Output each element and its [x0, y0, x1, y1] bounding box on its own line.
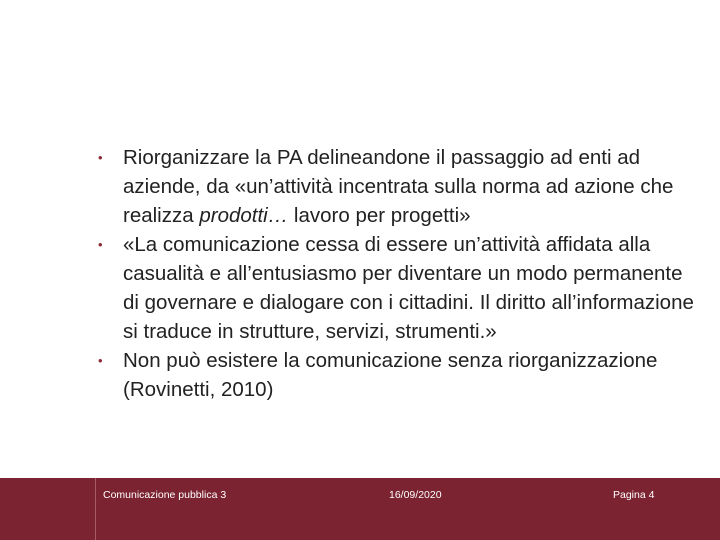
bullet-list [98, 143, 698, 404]
bullet-text-continued: lavoro per progetti» [288, 204, 471, 227]
footer-page-number: Pagina 4 [613, 489, 655, 501]
bullet-marker: • [98, 150, 103, 165]
bullet-item [98, 143, 698, 230]
bullet-text: Non può esistere la comunicazione senza riorganizzazione (Rovinetti, 2010) [123, 349, 658, 401]
bullet-text: «La comunicazione cessa di essere un’attività affidata alla casualità e all’entusiasmo per diventare un modo permanente di governare e dialogare con i cittadini. Il diritto all’informazione si traduce in strutture, servizi, strumenti.» [123, 233, 694, 343]
bullet-item [98, 230, 698, 346]
bullet-item [98, 346, 698, 404]
footer-panel [95, 478, 698, 540]
footer-date: 16/09/2020 [389, 489, 442, 501]
bullet-marker: • [98, 353, 103, 368]
footer-course-title: Comunicazione pubblica 3 [103, 489, 227, 501]
bullet-marker: • [98, 237, 103, 252]
bullet-text: Riorganizzare la PA delineandone il passaggio ad enti ad aziende, da «un’attività incentrata sulla norma ad azione che realizza [123, 146, 674, 227]
bullet-emphasis: prodotti… [199, 204, 289, 227]
